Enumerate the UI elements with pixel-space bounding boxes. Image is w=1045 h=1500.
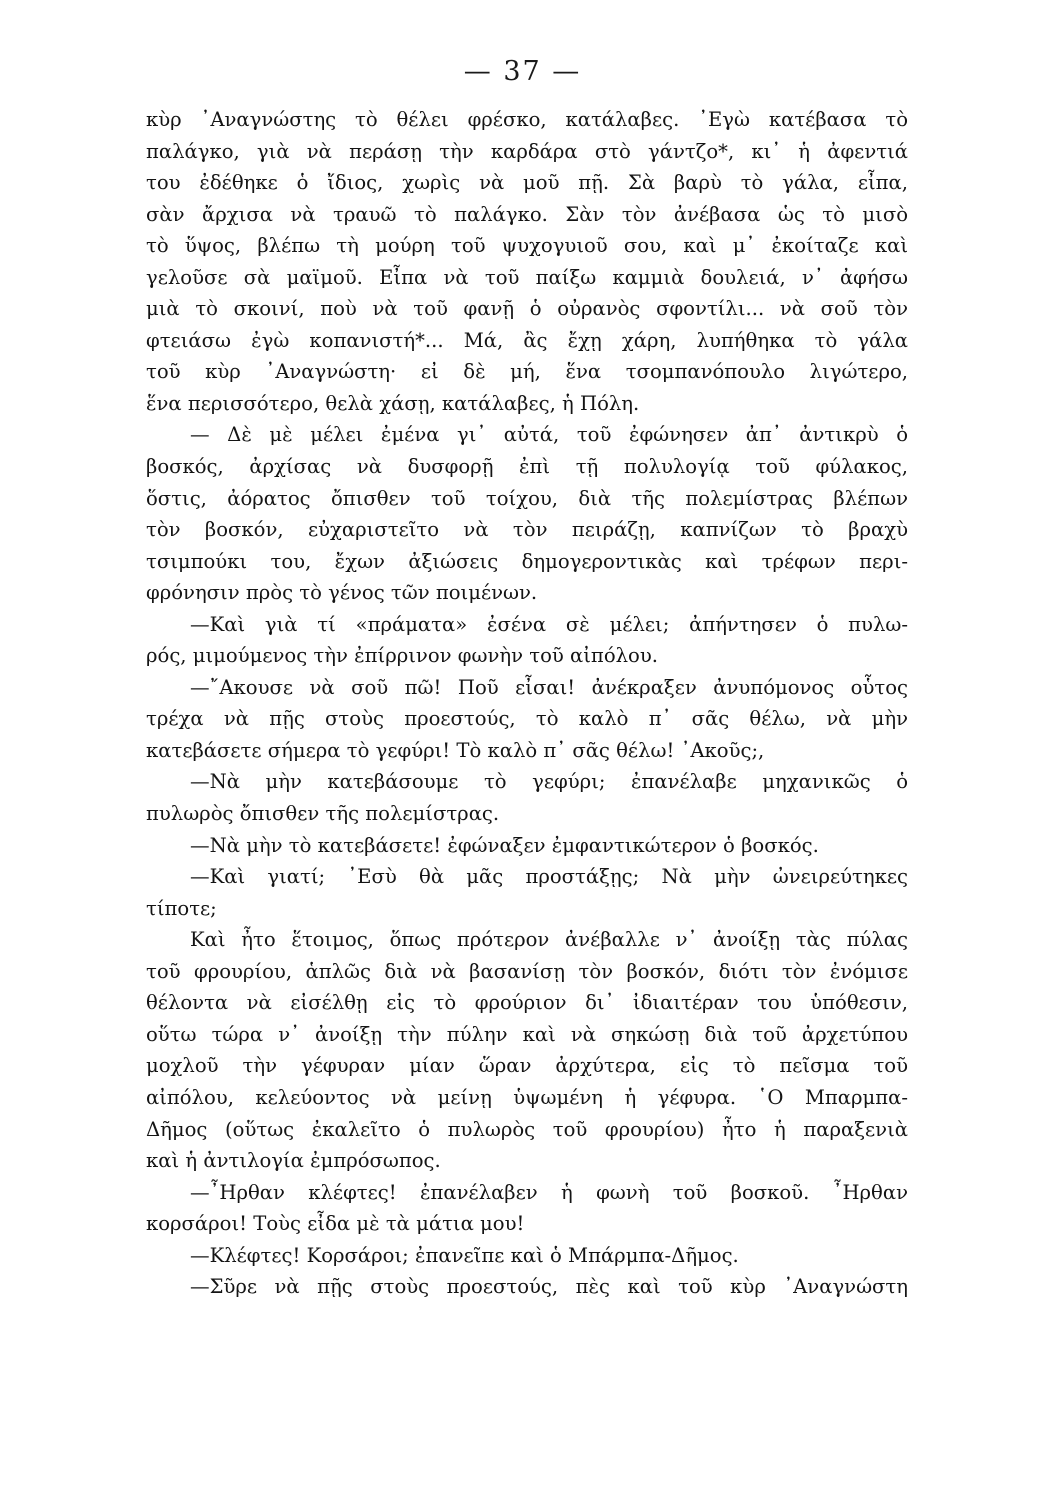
text-line: τοῦ φρουρίου, ἁπλῶς διὰ νὰ βασανίσῃ τὸν βοσκόν, διότι τὸν ἐνόμισε [146,959,908,983]
text-line: μιὰ τὸ σκοινί, ποὺ νὰ τοῦ φανῇ ὁ οὐρανὸς σφοντίλι... νὰ σοῦ τὸν [146,297,908,321]
text-line: πυλωρὸς ὄπισθεν τῆς πολεμίστρας. [146,802,500,826]
text-line: τὸ ὕψος, βλέπω τὴ μούρη τοῦ ψυχογυιοῦ σου, καὶ μ᾿ ἐκοίταζε καὶ [146,234,908,258]
page-number: — 37 — [463,56,582,87]
text-line: φτειάσω ἐγὼ κοπανιστή*... Μά, ἂς ἔχῃ χάρη, λυπήθηκα τὸ γάλα [146,328,908,352]
text-line: —῎Ακουσε νὰ σοῦ πῶ! Ποῦ εἶσαι! ἀνέκραξεν ἀνυπόμονος οὗτος [190,675,908,699]
text-line: Δῆμος (οὕτως ἐκαλεῖτο ὁ πυλωρὸς τοῦ φρουρίου) ἦτο ἡ παραξενιὰ [146,1117,908,1141]
text-line: αἰπόλου, κελεύοντος νὰ μείνῃ ὑψωμένη ἡ γέφυρα. ῾Ο Μπαρμπα- [146,1085,908,1109]
text-line: καὶ ἡ ἀντιλογία ἐμπρόσωπος. [146,1149,441,1173]
text-line: τοῦ κὺρ ᾿Αναγνώστη· εἰ δὲ μή, ἕνα τσομπανόπουλο λιγώτερο, [146,360,908,384]
text-line: μοχλοῦ τὴν γέφυραν μίαν ὥραν ἀρχύτερα, εἰς τὸ πεῖσμα τοῦ [146,1054,908,1078]
text-line: —Νὰ μὴν τὸ κατεβάσετε! ἐφώναξεν ἐμφαντικώτερον ὁ βοσκός. [190,833,819,857]
text-line: του ἐδέθηκε ὁ ἴδιος, χωρὶς νὰ μοῦ πῇ. Σὰ βαρὺ τὸ γάλα, εἶπα, [146,171,908,195]
text-line: θέλοντα νὰ εἰσέλθῃ εἰς τὸ φρούριον δι᾿ ἰδιαιτέραν του ὑπόθεσιν, [146,991,908,1015]
text-line: κὺρ ᾿Αναγνώστης τὸ θέλει φρέσκο, κατάλαβες. ᾿Εγὼ κατέβασα τὸ [146,108,908,131]
body-text [146,104,908,1303]
text-line: τίποτε; [146,896,217,920]
text-line: τὸν βοσκόν, εὐχαριστεῖτο νὰ τὸν πειράζῃ, καπνίζων τὸ βραχὺ [146,518,908,542]
text-line: —Καὶ γιατί; ᾿Εσὺ θὰ μᾶς προστάξῃς; Νὰ μὴν ὠνειρεύτηκες [190,865,908,889]
text-line: βοσκός, ἀρχίσας νὰ δυσφορῇ ἐπὶ τῇ πολυλογίᾳ τοῦ φύλακος, [146,455,908,479]
text-line: φρόνησιν πρὸς τὸ γένος τῶν ποιμένων. [146,581,538,605]
text-line: ἕνα περισσότερο, θελὰ χάσῃ, κατάλαβες, ἡ Πόλη. [146,391,640,415]
text-line: σὰν ἄρχισα νὰ τραυῶ τὸ παλάγκο. Σὰν τὸν ἀνέβασα ὡς τὸ μισὸ [146,202,908,226]
text-line: —Σῦρε νὰ πῇς στοὺς προεστούς, πὲς καὶ τοῦ κὺρ ᾿Αναγνώστη [190,1275,908,1299]
text-line: —Καὶ γιὰ τί «πράματα» ἐσένα σὲ μέλει; ἀπήντησεν ὁ πυλω- [190,612,908,636]
text-line: ὅστις, ἀόρατος ὄπισθεν τοῦ τοίχου, διὰ τῆς πολεμίστρας βλέπων [146,486,908,510]
text-line: τσιμπούκι του, ἔχων ἀξιώσεις δημογεροντικὰς καὶ τρέφων περι- [146,549,908,573]
text-line: τρέχα νὰ πῇς στοὺς προεστούς, τὸ καλὸ π᾿ σᾶς θέλω, νὰ μὴν [146,707,908,731]
text-line: κατεβάσετε σήμερα τὸ γεφύρι! Τὸ καλὸ π᾿ σᾶς θέλω! ᾿Ακοῦς;, [146,738,765,762]
text-line: Καὶ ἦτο ἕτοιμος, ὅπως πρότερον ἀνέβαλλε ν᾿ ἀνοίξῃ τὰς πύλας [190,928,908,952]
text-line: — Δὲ μὲ μέλει ἐμένα γι᾿ αὐτά, τοῦ ἐφώνησεν ἀπ᾿ ἀντικρὺ ὁ [190,423,908,447]
text-line: —Νὰ μὴν κατεβάσουμε τὸ γεφύρι; ἐπανέλαβε μηχανικῶς ὁ [190,770,908,794]
text-line: κορσάροι! Τοὺς εἶδα μὲ τὰ μάτια μου! [146,1212,525,1236]
text-line: —῏Ηρθαν κλέφτες! ἐπανέλαβεν ἡ φωνὴ τοῦ βοσκοῦ. ῏Ηρθαν [190,1180,908,1204]
text-line: οὕτω τώρα ν᾿ ἀνοίξῃ τὴν πύλην καὶ νὰ σηκώσῃ διὰ τοῦ ἀρχετύπου [146,1022,908,1046]
text-line: ρός, μιμούμενος τὴν ἐπίρρινον φωνὴν τοῦ αἰπόλου. [146,644,658,668]
text-line: παλάγκο, γιὰ νὰ περάσῃ τὴν καρδάρα στὸ γάντζο*, κι᾿ ἡ ἀφεντιά [146,139,908,163]
text-line: γελοῦσε σὰ μαϊμοῦ. Εἶπα νὰ τοῦ παίξω καμμιὰ δουλειά, ν᾿ ἀφήσω [146,265,908,289]
text-line: —Κλέφτες! Κορσάροι; ἐπανεῖπε καὶ ὁ Μπάρμπα-Δῆμος. [190,1243,739,1267]
